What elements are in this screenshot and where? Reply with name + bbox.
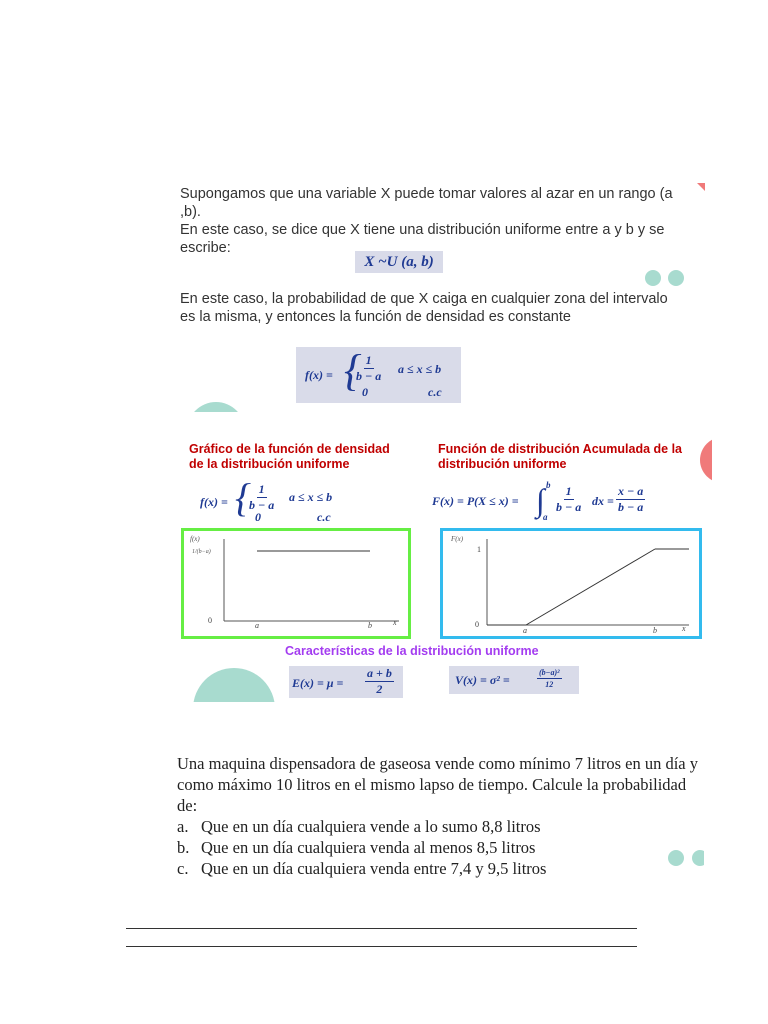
- int-fraction: [554, 484, 583, 515]
- coral-corner-icon: [697, 183, 705, 191]
- intro-line: escribe:: [180, 240, 231, 256]
- left-density-cond2: c.c: [317, 510, 331, 524]
- list-marker: a.: [177, 817, 189, 836]
- var-den: 12: [545, 680, 554, 689]
- coral-half-circle-icon: [700, 437, 712, 483]
- left-density-cond1: a ≤ x ≤ b: [289, 490, 333, 504]
- density-plot: [184, 531, 408, 636]
- cdf-result-fraction: [616, 484, 645, 515]
- answer-line: [126, 928, 637, 929]
- right-graph-frame: [440, 528, 702, 639]
- left-graph-frame: [181, 528, 411, 639]
- list-marker: c.: [177, 859, 189, 878]
- list-text: Que en un día cualquiera vende a lo sumo 8,8 litros: [201, 817, 541, 836]
- mint-dot-icon: [645, 270, 661, 286]
- mean-num: a + b: [367, 666, 392, 680]
- right-ylabel: F(x): [451, 535, 464, 543]
- intro-paragraph: [180, 185, 695, 257]
- int-num: 1: [565, 484, 572, 498]
- density-num: 1: [365, 353, 372, 367]
- mean-lhs: E(x) = μ =: [292, 676, 344, 690]
- list-item: [177, 837, 707, 858]
- density-cond1: a ≤ x ≤ b: [398, 362, 442, 376]
- cdf-lhs: F(x) = P(X ≤ x) =: [432, 494, 519, 508]
- right-xtick-a: a: [523, 626, 527, 635]
- intro-line: En este caso, se dice que X tiene una distribución uniforme entre a y b y se: [180, 222, 665, 238]
- left-density-zero: 0: [255, 510, 261, 524]
- left-ylabel: f(x): [190, 535, 200, 543]
- intro2-paragraph: [180, 290, 695, 326]
- int-den: b − a: [556, 500, 582, 514]
- left-ytick-top: 1/(b−a): [192, 549, 211, 555]
- density-fraction: [354, 353, 383, 384]
- var-fraction: [537, 667, 562, 690]
- integral-icon: ∫: [536, 482, 545, 518]
- left-density-lhs: f(x) =: [200, 495, 228, 509]
- brace-symbol: {: [344, 346, 362, 395]
- characteristics-title: Características de la distribución uniforme: [285, 644, 539, 658]
- right-ytick-one: 1: [477, 545, 481, 554]
- list-item: [177, 858, 707, 879]
- variance-formula: [449, 666, 579, 694]
- density-formula: [296, 347, 461, 403]
- list-marker: b.: [177, 838, 190, 857]
- int-lower: a: [543, 512, 548, 522]
- cdf-plot: [443, 531, 699, 636]
- density-zero: 0: [362, 385, 368, 399]
- mint-half-circle-icon: [187, 402, 245, 412]
- cdf-formula: [432, 480, 694, 526]
- problem-line: como máximo 10 litros en el mismo lapso de tiempo. Calcule la probabilidad de:: [177, 775, 687, 815]
- left-graph-title: [189, 442, 429, 472]
- left-xtick-b: b: [368, 621, 372, 630]
- density-cond2: c.c: [428, 385, 442, 399]
- notation-formula: [355, 251, 443, 273]
- list-text: Que en un día cualquiera venda entre 7,4 y 9,5 litros: [201, 859, 547, 878]
- int-dx: dx =: [592, 494, 614, 508]
- left-title-line: de la distribución uniforme: [189, 457, 350, 471]
- notation-text: X ~U (a, b): [364, 254, 434, 270]
- right-title-line: Función de distribución Acumulada de la: [438, 442, 683, 456]
- int-upper: b: [546, 480, 551, 490]
- mean-fraction: [365, 666, 394, 697]
- cdf-res-den: b − a: [618, 500, 644, 514]
- intro-line: Supongamos que una variable X puede tomar valores al azar en un rango (a ,b).: [180, 186, 673, 220]
- left-ytick-zero: 0: [208, 616, 212, 625]
- list-text: Que en un día cualquiera venda al menos 8,5 litros: [201, 838, 536, 857]
- left-xlabel: x: [393, 618, 397, 627]
- density-lhs: f(x) =: [305, 368, 333, 382]
- left-density-formula: [197, 475, 357, 526]
- brace-symbol: {: [235, 475, 251, 520]
- problem-statement: [177, 753, 707, 879]
- intro2-line: es la misma, y entonces la función de densidad es constante: [180, 309, 571, 325]
- mint-dot-icon: [668, 270, 684, 286]
- left-density-den: b − a: [249, 498, 275, 512]
- right-title-line: distribución uniforme: [438, 457, 567, 471]
- right-ytick-zero: 0: [475, 620, 479, 629]
- problem-line: Una maquina dispensadora de gaseosa vende como mínimo 7 litros en un día y: [177, 754, 698, 773]
- intro2-line: En este caso, la probabilidad de que X caiga en cualquier zona del intervalo: [180, 291, 668, 307]
- left-title-line: Gráfico de la función de densidad: [189, 442, 390, 456]
- right-graph-title: [438, 442, 698, 472]
- density-den: b − a: [356, 369, 382, 383]
- left-density-fraction: [247, 482, 276, 513]
- mean-den: 2: [376, 682, 383, 696]
- answer-line: [126, 946, 637, 947]
- var-num: (b−a)²: [539, 668, 560, 677]
- left-xtick-a: a: [255, 621, 259, 630]
- list-item: [177, 816, 707, 837]
- right-xtick-b: b: [653, 626, 657, 635]
- right-xlabel: x: [682, 624, 686, 633]
- cdf-res-num: x − a: [618, 484, 644, 498]
- mint-large-circle-icon: [193, 668, 275, 702]
- mean-formula: [289, 666, 403, 698]
- left-density-num: 1: [258, 482, 265, 496]
- var-lhs: V(x) = σ² =: [455, 673, 510, 687]
